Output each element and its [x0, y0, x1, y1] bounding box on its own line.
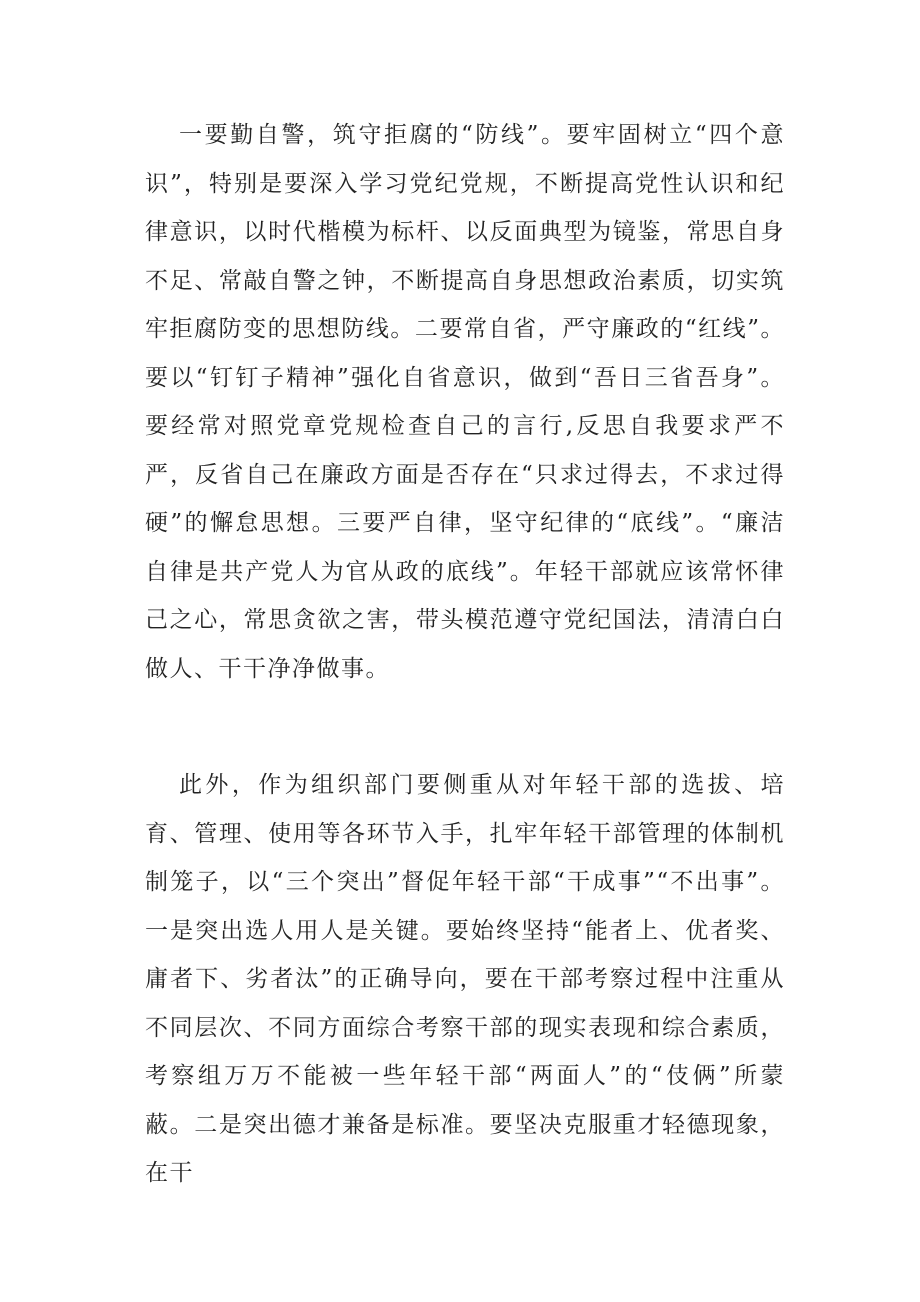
paragraph-self-discipline: 一要勤自警，筑守拒腐的“防线”。要牢固树立“四个意识”，特别是要深入学习党纪党规，不断提高党性认识和纪律意识，以时代楷模为标杆、以反面典型为镜鉴，常思自身不足、常敲自警之钟，不断提高自身思想政治素质，切实筑牢拒腐防变的思想防线。二要常自省，严守廉政的“红线”。要以“钉钉子精神”强化自省意识，做到“吾日三省吾身”。要经常对照党章党规检查自己的言行,反思自我要求严不严，反省自己在廉政方面是否存在“只求过得去，不求过得硬”的懈怠思想。三要严自律，坚守纪律的“底线”。“廉洁自律是共产党人为官从政的底线”。年轻干部就应该常怀律己之心，常思贪欲之害，带头模范遵守党纪国法，清清白白做人、干干净净做事。 [145, 122, 785, 682]
paragraph-organization-department: 此外，作为组织部门要侧重从对年轻干部的选拔、培育、管理、使用等各环节入手，扎牢年轻干部管理的体制机制笼子，以“三个突出”督促年轻干部“干成事”“不出事”。一是突出选人用人是关键。要始终坚持“能者上、优者奖、庸者下、劣者汰”的正确导向，要在干部考察过程中注重从不同层次、不同方面综合考察干部的现实表现和综合素质，考察组万万不能被一些年轻干部“两面人”的“伎俩”所蒙蔽。二是突出德才兼备是标准。要坚决克服重才轻德现象，在干 [145, 772, 785, 1186]
